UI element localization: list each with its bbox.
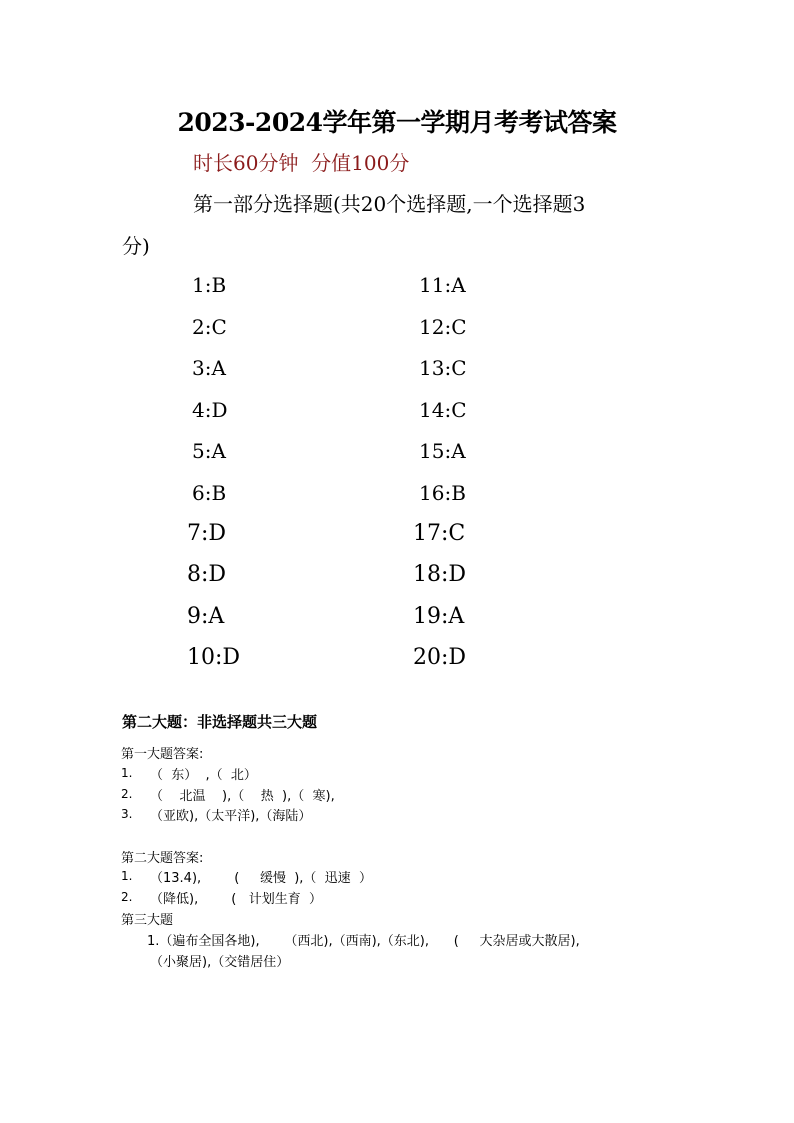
- q2-item-answer: （13.4), ( 缓慢 ),（ 迅速 ）: [150, 871, 372, 886]
- answer-17: 17:C: [413, 521, 466, 546]
- q3-answer-line1: 1.（遍布全国各地), （西北),（西南),（东北), ( 大杂居或大散居),: [147, 934, 580, 949]
- exam-meta: 时长60分钟 分值100分: [193, 151, 410, 175]
- q2-item-answer: （降低), ( 计划生育 ）: [150, 892, 322, 907]
- answer-13: 13:C: [419, 356, 467, 380]
- answer-7: 7:D: [187, 521, 227, 546]
- answer-11: 11:A: [419, 273, 466, 297]
- q1-item-num: 1.: [121, 766, 133, 780]
- answer-8: 8:D: [187, 562, 227, 587]
- answer-1: 1:B: [192, 273, 227, 297]
- answer-18: 18:D: [413, 562, 467, 587]
- q2-item-num: 1.: [121, 869, 133, 883]
- answer-6: 6:B: [192, 481, 227, 505]
- answer-16: 16:B: [419, 481, 466, 505]
- q2-item-num: 2.: [121, 890, 133, 904]
- part2-heading: 第二大题：非选择题共三大题: [122, 713, 318, 731]
- answer-3: 3:A: [192, 356, 226, 380]
- answer-20: 20:D: [413, 645, 467, 670]
- q3-heading: 第三大题: [121, 913, 174, 928]
- part1-intro-line1: 第一部分选择题(共20个选择题,一个选择题3: [193, 192, 586, 216]
- q1-item-answer: （ 东） ,（ 北）: [150, 768, 257, 783]
- answer-9: 9:A: [187, 604, 225, 629]
- answer-14: 14:C: [419, 398, 467, 422]
- part1-intro-line2: 分): [122, 234, 150, 258]
- answer-2: 2:C: [192, 315, 227, 339]
- q1-item-answer: （ 北温 ),（ 热 ),（ 寒),: [150, 789, 335, 804]
- q3-answer-line2: （小聚居),（交错居住）: [150, 955, 290, 970]
- answer-10: 10:D: [187, 645, 241, 670]
- answer-19: 19:A: [413, 604, 465, 629]
- q2-heading: 第二大题答案:: [121, 851, 204, 866]
- q1-heading: 第一大题答案:: [121, 747, 204, 762]
- answer-5: 5:A: [192, 439, 226, 463]
- q1-item-num: 2.: [121, 787, 133, 801]
- page-title: 2023-2024学年第一学期月考考试答案: [177, 108, 617, 137]
- q1-item-answer: （亚欧),（太平洋),（海陆）: [150, 809, 312, 824]
- answer-12: 12:C: [419, 315, 467, 339]
- answer-4: 4:D: [192, 398, 228, 422]
- q1-item-num: 3.: [121, 807, 133, 821]
- answer-15: 15:A: [419, 439, 466, 463]
